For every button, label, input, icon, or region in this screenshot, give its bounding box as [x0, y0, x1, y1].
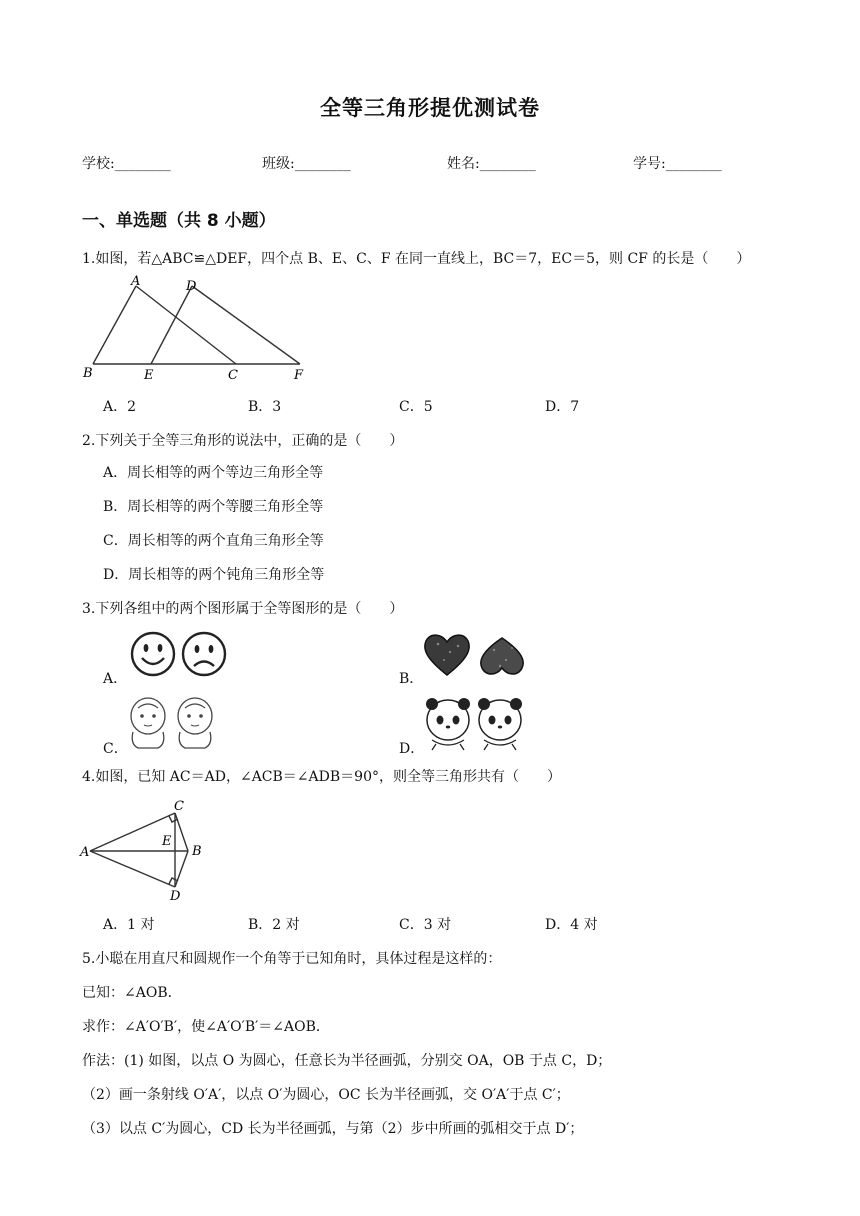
- q3-option-d[interactable]: D．: [399, 741, 425, 757]
- q5-line-1: 5.小聪在用直尺和圆规作一个角等于已知角时，具体过程是这样的：: [82, 951, 502, 967]
- name-field: 姓名:________: [447, 156, 536, 172]
- q1-option-b[interactable]: B．3: [248, 399, 282, 415]
- q1-option-c[interactable]: C．5: [399, 399, 433, 415]
- page-title: 全等三角形提优测试卷: [320, 96, 540, 120]
- q3-a-smiley-pair: [126, 628, 232, 680]
- q4-label-b: B: [192, 844, 202, 859]
- q1-label-b: B: [83, 366, 93, 381]
- class-field: 班级:________: [262, 156, 351, 172]
- q2-option-c[interactable]: C．周长相等的两个直角三角形全等: [103, 533, 324, 549]
- q3-c-figure-pair: [124, 694, 220, 752]
- q4-figure: [78, 792, 208, 902]
- q3-option-b[interactable]: B．: [399, 671, 424, 687]
- q3-b-heart-pair: [420, 630, 530, 680]
- q2-option-d[interactable]: D．周长相等的两个钝角三角形全等: [103, 567, 325, 583]
- section-heading: 一、单选题（共 8 小题）: [82, 211, 276, 231]
- q5-line-3: 求作：∠A′O′B′，使∠A′O′B′＝∠AOB．: [82, 1019, 330, 1035]
- q1-label-f: F: [294, 368, 304, 383]
- q5-line-5: （2）画一条射线 O′A′，以点 O′为圆心，OC 长为半径画弧，交 O′A′于点 C′；: [82, 1087, 570, 1103]
- q1-option-d[interactable]: D．7: [545, 399, 580, 415]
- q5-line-2: 已知：∠AOB．: [82, 985, 182, 1001]
- q3-option-c[interactable]: C．: [103, 741, 128, 757]
- q1-label-c: C: [228, 368, 238, 383]
- q1-label-d: D: [186, 279, 197, 294]
- q1-label-e: E: [144, 368, 154, 383]
- q1-figure: [78, 274, 318, 384]
- q3-d-panda-pair: [422, 694, 526, 752]
- q1-stem: 1.如图，若△ABC≌△DEF，四个点 B、E、C、F 在同一直线上，BC＝7，EC＝5，则 CF 的长是（ ）: [82, 251, 751, 267]
- q4-stem: 4.如图，已知 AC＝AD，∠ACB＝∠ADB＝90°，则全等三角形共有（ ）: [82, 769, 561, 785]
- q4-label-c: C: [174, 799, 184, 814]
- q1-label-a: A: [131, 274, 141, 289]
- q4-label-e: E: [162, 834, 172, 849]
- q4-option-b[interactable]: B．2 对: [248, 917, 300, 933]
- q3-stem: 3.下列各组中的两个图形属于全等图形的是（ ）: [82, 601, 404, 617]
- q5-line-4: 作法：(1) 如图，以点 O 为圆心，任意长为半径画弧，分别交 OA，OB 于点 C，D；: [82, 1053, 612, 1069]
- q4-option-a[interactable]: A．1 对: [103, 917, 155, 933]
- q4-option-c[interactable]: C．3 对: [399, 917, 452, 933]
- q2-option-b[interactable]: B．周长相等的两个等腰三角形全等: [103, 499, 324, 515]
- q5-line-6: （3）以点 C′为圆心，CD 长为半径画弧，与第（2）步中所画的弧相交于点 D′；: [82, 1121, 584, 1137]
- q1-option-a[interactable]: A．2: [103, 399, 137, 415]
- q2-option-a[interactable]: A．周长相等的两个等边三角形全等: [103, 465, 324, 481]
- q4-option-d[interactable]: D．4 对: [545, 917, 598, 933]
- q4-label-d: D: [170, 889, 181, 902]
- q4-label-a: A: [80, 845, 90, 860]
- school-field: 学校:________: [82, 156, 171, 172]
- q3-option-a[interactable]: A．: [103, 671, 128, 687]
- q2-stem: 2.下列关于全等三角形的说法中，正确的是（ ）: [82, 433, 404, 449]
- student-id-field: 学号:________: [633, 156, 722, 172]
